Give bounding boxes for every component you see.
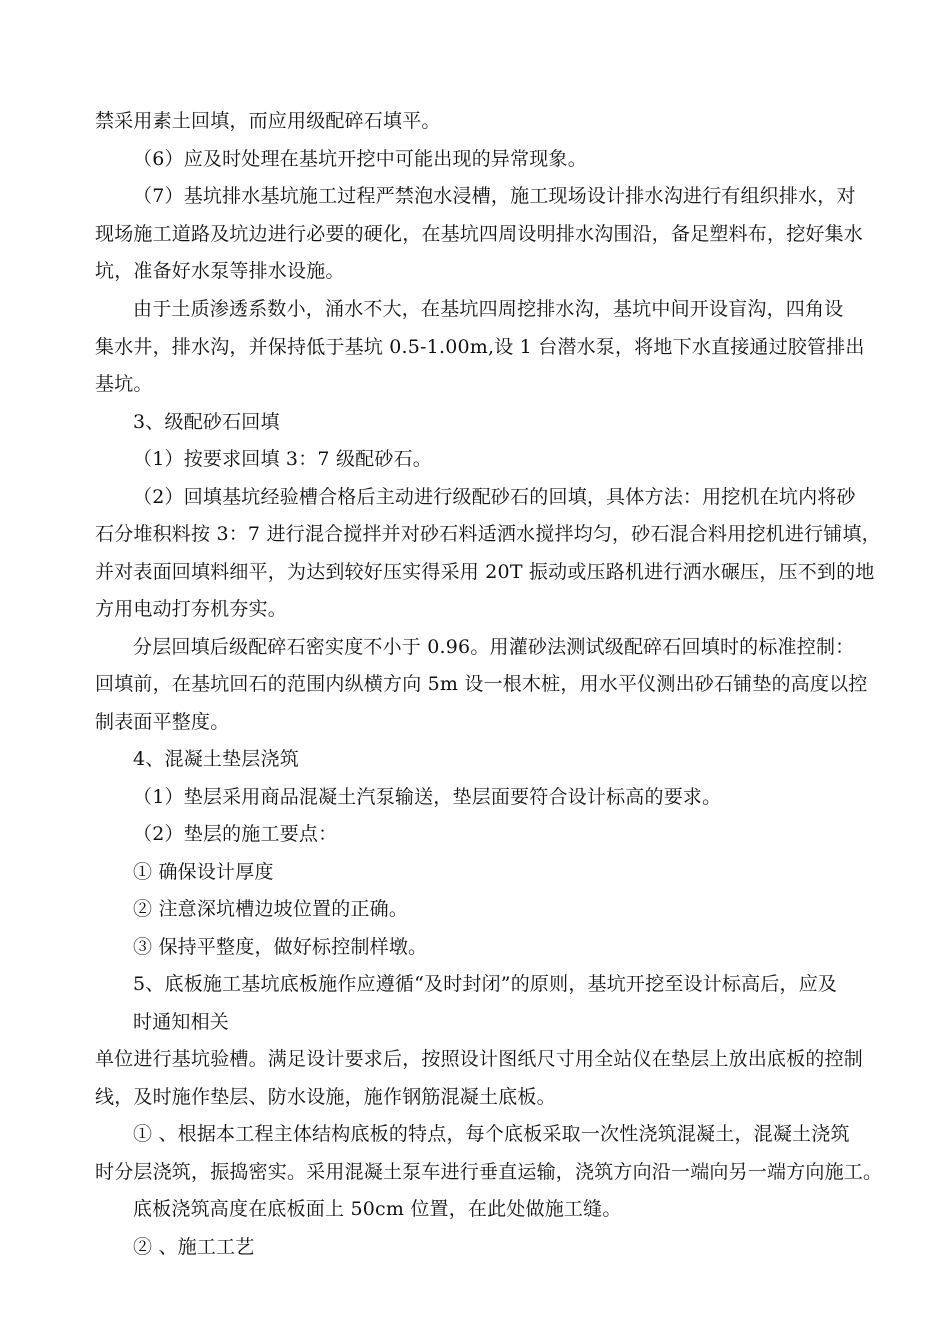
text-line: ② 、施工工艺 — [133, 1236, 255, 1258]
text-line: 时分层浇筑，振捣密实。采用混凝土泵车进行垂直运输，浇筑方向沿一端向另一端方向施工。 — [95, 1161, 883, 1183]
text-line: ① 确保设计厚度 — [133, 861, 274, 883]
text-line: 4、混凝土垫层浇筑 — [133, 748, 299, 770]
text-line: （2）回填基坑经验槽合格后主动进行级配砂石的回填，具体方法：用挖机在坑内将砂 — [133, 486, 856, 508]
text-line: 单位进行基坑验槽。满足设计要求后，按照设计图纸尺寸用全站仪在垫层上放出底板的控制 — [95, 1048, 864, 1070]
text-line: （6）应及时处理在基坑开挖中可能出现的异常现象。 — [133, 148, 587, 170]
text-line: （2）垫层的施工要点： — [133, 823, 338, 845]
text-line: 线，及时施作垫层、防水设施，施作钢筋混凝土底板。 — [95, 1086, 556, 1108]
text-line: 方用电动打夯机夯实。 — [95, 598, 288, 620]
text-line: （7）基坑排水基坑施工过程严禁泡水浸槽，施工现场设计排水沟进行有组织排水，对 — [133, 185, 856, 207]
text-line: ③ 保持平整度，做好标控制样墩。 — [133, 936, 428, 958]
text-line: 由于土质渗透系数小，涌水不大，在基坑四周挖排水沟，基坑中间开设盲沟，四角设 — [133, 298, 844, 320]
text-line: 并对表面回填料细平，为达到较好压实得采用 20T 振动或压路机进行洒水碾压，压不到的地 — [95, 561, 875, 583]
text-line: 现场施工道路及坑边进行必要的硬化，在基坑四周设明排水沟围沿，备足塑料布，挖好集水 — [95, 223, 864, 245]
text-line: 5、底板施工基坑底板施作应遵循“及时封闭”的原则，基坑开挖至设计标高后，应及 — [133, 973, 838, 995]
text-line: 集水井，排水沟，并保持低于基坑 0.5-1.00m,设 1 台潜水泵，将地下水直接通过胶管排出 — [95, 336, 865, 358]
text-line: 时通知相关 — [133, 1011, 230, 1033]
text-line: 坑，准备好水泵等排水设施。 — [95, 260, 345, 282]
text-line: 3、级配砂石回填 — [133, 411, 280, 433]
text-line: （1）按要求回填 3：7 级配砂石。 — [133, 448, 432, 470]
text-line: 禁采用素土回填，而应用级配碎石填平。 — [95, 110, 441, 132]
text-line: ① 、根据本工程主体结构底板的特点，每个底板采取一次性浇筑混凝土，混凝土浇筑 — [133, 1123, 850, 1145]
text-line: 石分堆积料按 3：7 进行混合搅拌并对砂石料适洒水搅拌均匀，砂石混合料用挖机进行铺填， — [95, 523, 881, 545]
text-line: 制表面平整度。 — [95, 711, 230, 733]
text-line: （1）垫层采用商品混凝土汽泵输送，垫层面要符合设计标高的要求。 — [133, 786, 722, 808]
text-line: 底板浇筑高度在底板面上 50cm 位置，在此处做施工缝。 — [133, 1198, 622, 1220]
text-line: ② 注意深坑槽边坡位置的正确。 — [133, 898, 409, 920]
text-line: 基坑。 — [95, 373, 153, 395]
text-line: 回填前，在基坑回石的范围内纵横方向 5m 设一根木桩，用水平仪测出砂石铺垫的高度以控 — [95, 673, 868, 695]
text-line: 分层回填后级配碎石密实度不小于 0.96。用灌砂法测试级配碎石回填时的标准控制： — [133, 636, 855, 658]
